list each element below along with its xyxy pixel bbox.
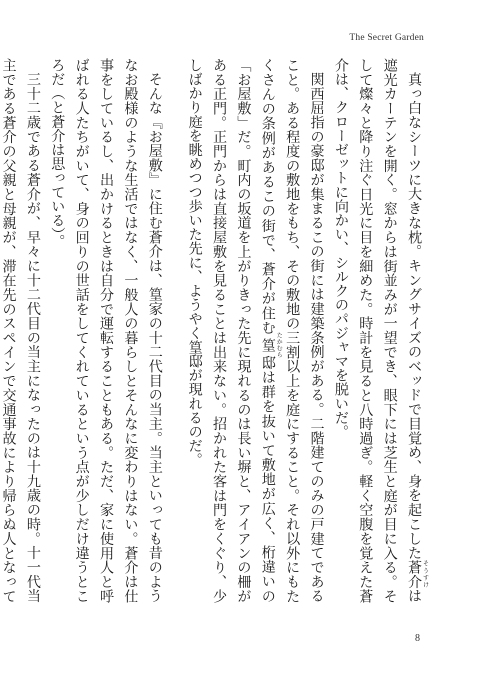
ruby-sosuke	[406, 560, 429, 589]
ruby-reading: そうすけ	[421, 560, 429, 589]
running-head: The Secret Garden	[349, 33, 424, 43]
ruby-reading: たかむら	[275, 332, 283, 359]
ruby-takamura	[259, 332, 283, 359]
paragraph-2	[182, 58, 328, 603]
paragraph-1-text-b: は遮光カーテンを開く。窓からは街並みが一望でき、眼下には芝生と庭が目に入る。そして燦々と降り注ぐ日光に目を細めた。時計を見ると八時過ぎ。軽く空腹を覚えた蒼介は、クローゼットに向かい、シルクのパジャマを脱いだ。	[332, 58, 422, 603]
paragraph-1	[329, 58, 429, 603]
paragraph-2-text-b: 邸は群を抜いて敷地が広く、桁違いの「お屋敷」だ。町内の坂道を上がりきった先に現れるのは長い塀と、アイアンの柵がある正門。正門からは直接屋敷を見ることは出来ない。招かれた客は門をくぐり、少しばかり庭を眺めつつ歩いた先に、ようやく篁邸が現れるのだ。	[186, 58, 276, 603]
paragraph-3: そんな『お屋敷』に住む蒼介は、篁家の十二代目の当主。当主といっても昔のようなお殿様のような生活ではなく、一般人の暮らしとそんなに変わりはない。蒼介は仕事をしているし、出かけるときは自分で運転することもある。ただ、家に使用人と呼ばれる人たちがいて、身の回りの世話をしてくれているという点が少しだけ違うところだ（と蒼介は思っている）。	[49, 58, 163, 603]
novel-text	[0, 58, 429, 603]
paragraph-4: 三十二歳である蒼介が、早々に十二代目の当主になったのは十九歳の時。十一代当主である蒼介の父親と母親が、滞在先のスペインで交通事故により帰らぬ人となって	[0, 58, 41, 603]
paragraph-2-text-a: 関西屈指の豪邸が集まるこの街には建築条例がある。二階建てのみの戸建てであること。ある程度の敷地をもち、その敷地の三割以上を庭にすること。それ以外にもたくさんの条例があるこの街で、蒼介が住む	[259, 58, 325, 603]
ruby-base: 篁	[259, 332, 276, 359]
paragraph-1-text-a: 真っ白なシーツに大きな枕。キングサイズのベッドで目覚め、身を起こした	[406, 72, 422, 561]
page-number: 8	[415, 633, 420, 644]
ruby-base: 蒼介	[406, 560, 422, 589]
